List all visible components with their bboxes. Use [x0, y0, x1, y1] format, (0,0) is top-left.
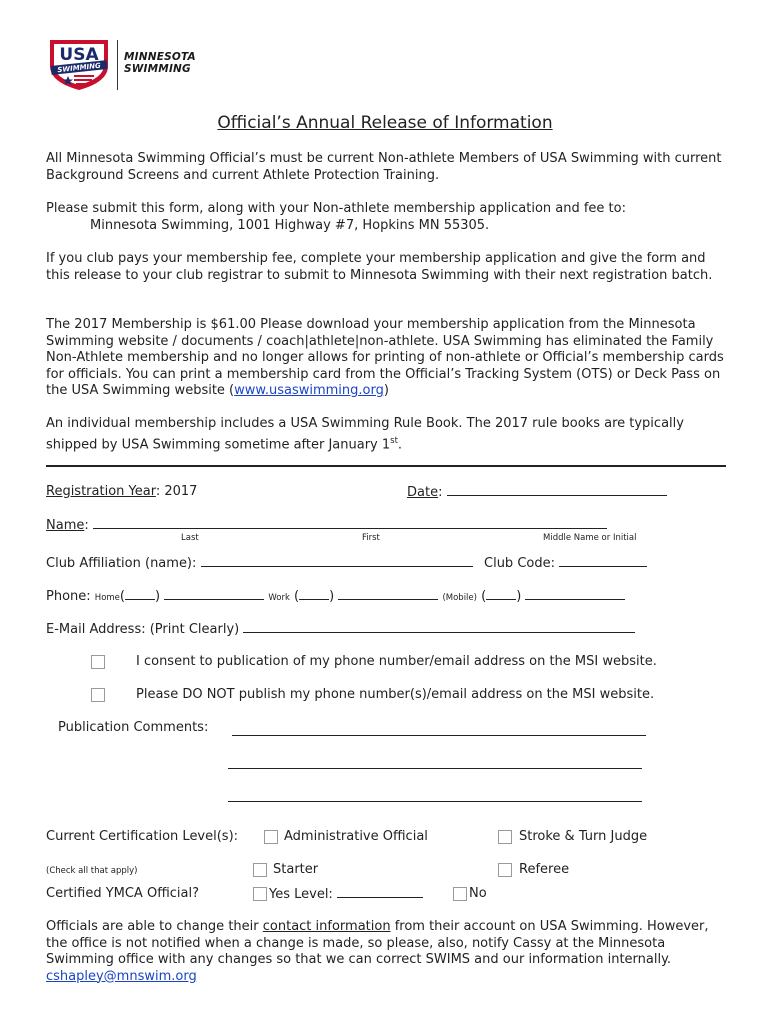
date-input[interactable] — [447, 484, 667, 496]
intro-paragraph-2 — [46, 201, 726, 234]
name-label: Name — [46, 518, 85, 533]
certification-level-label: Current Certification Level(s): — [46, 829, 239, 844]
admin-official-checkbox[interactable] — [264, 830, 278, 844]
consent-yes-checkbox[interactable] — [91, 655, 105, 669]
paren-close: ) — [516, 589, 522, 604]
phone-mobile-label: (Mobile) — [442, 593, 477, 603]
email-field — [46, 621, 635, 637]
page-title: Official’s Annual Release of Information — [217, 113, 553, 133]
phone-work-label: Work — [268, 593, 290, 603]
wordmark-line2: SWIMMING — [124, 63, 191, 75]
ymca-label: Certified YMCA Official? — [46, 886, 199, 901]
ymca-no-checkbox[interactable] — [453, 887, 467, 901]
publication-comments-line-1[interactable] — [232, 735, 646, 736]
referee-label: Referee — [519, 862, 570, 877]
phone-field — [46, 588, 625, 604]
check-all-note: (Check all that apply) — [46, 866, 138, 876]
starter-checkbox[interactable] — [253, 863, 267, 877]
usa-swimming-logo — [46, 36, 112, 92]
starter-label: Starter — [273, 862, 319, 877]
registration-year — [46, 484, 197, 499]
wordmark-line1: MINNESOTA — [124, 51, 196, 63]
work-area-code-input[interactable] — [299, 588, 329, 600]
consent-no-checkbox[interactable] — [91, 688, 105, 702]
name-sub-last: Last — [181, 533, 199, 543]
mailing-address: Minnesota Swimming, 1001 Highway #7, Hopkins MN 55305. — [90, 217, 490, 233]
section-divider — [46, 465, 726, 467]
date-label: Date — [407, 485, 439, 500]
name-sub-first: First — [362, 533, 380, 543]
date-colon: : — [438, 485, 443, 500]
publication-comments-line-3[interactable] — [228, 801, 642, 802]
club-affiliation-field — [46, 555, 473, 571]
ymca-yes-label: Yes Level: — [269, 887, 333, 902]
paren-open: ( — [119, 589, 125, 604]
club-code-input[interactable] — [559, 555, 647, 567]
registration-year-value: : 2017 — [155, 484, 198, 499]
rulebook-text: An individual membership includes a USA Swimming Rule Book. The 2017 rule books are typically shipped by USA Swimming sometime after January 1 — [46, 416, 684, 452]
logo-swimming-text: SWIMMING — [57, 61, 102, 75]
consent-no-label: Please DO NOT publish my phone number(s)/email address on the MSI website. — [136, 687, 655, 702]
paren-close: ) — [329, 589, 335, 604]
mobile-phone-input[interactable] — [525, 588, 625, 600]
name-sub-middle: Middle Name or Initial — [543, 533, 637, 543]
registration-year-label: Registration Year — [46, 484, 156, 499]
submit-instruction: Please submit this form, along with your Non-athlete membership application and fee to: — [46, 201, 626, 216]
phone-label: Phone: — [46, 589, 91, 604]
club-code-label: Club Code: — [484, 556, 555, 571]
ymca-yes-field — [269, 886, 423, 902]
logo-divider — [117, 40, 118, 90]
intro-paragraph-3: If you club pays your membership fee, complete your membership application and give the form and this release to your club registrar to submit to Minnesota Swimming with their next registration batch. — [46, 251, 713, 283]
work-phone-input[interactable] — [338, 588, 438, 600]
mobile-area-code-input[interactable] — [486, 588, 516, 600]
home-phone-input[interactable] — [164, 588, 264, 600]
paren-open: ( — [294, 589, 300, 604]
consent-yes-label: I consent to publication of my phone number/email address on the MSI website. — [136, 654, 657, 669]
home-area-code-input[interactable] — [125, 588, 155, 600]
club-affiliation-input[interactable] — [201, 555, 473, 567]
logo-usa-text: USA — [59, 45, 99, 65]
paren-open: ( — [481, 589, 487, 604]
email-label: E-Mail Address: (Print Clearly) — [46, 622, 240, 637]
club-affiliation-label: Club Affiliation (name): — [46, 556, 197, 571]
minnesota-swimming-wordmark — [124, 51, 196, 75]
club-code-field — [484, 555, 647, 571]
name-colon: : — [84, 518, 89, 533]
ymca-no-label: No — [469, 886, 487, 901]
contact-information-link[interactable]: contact information — [262, 919, 391, 934]
referee-checkbox[interactable] — [498, 863, 512, 877]
publication-comments-label: Publication Comments: — [58, 720, 209, 735]
stroke-turn-checkbox[interactable] — [498, 830, 512, 844]
phone-home-label: Home — [94, 593, 120, 603]
ymca-yes-checkbox[interactable] — [253, 887, 267, 901]
admin-official-label: Administrative Official — [284, 829, 428, 844]
intro-paragraph-4 — [46, 317, 726, 400]
membership-text: The 2017 Membership is $61.00 Please download your membership application from the Minnesota Swimming website / documents / coach|athlete|non-athlete. USA Swimming has eliminated the Family Non-Athlete membership and no longer allows for printing of non-athlete or Official’s membership cards for officials. You can print a membership card from the Official’s Tracking System (OTS) or Deck Pass on the USA Swimming website ( — [46, 317, 724, 398]
ymca-level-input[interactable] — [337, 886, 423, 898]
date-field — [407, 484, 667, 500]
usaswimming-link[interactable]: www.usaswimming.org — [234, 383, 384, 398]
publication-comments-line-2[interactable] — [228, 768, 642, 769]
rulebook-end: . — [397, 436, 403, 452]
contact-email-link[interactable]: cshapley@mnswim.org — [46, 968, 197, 984]
membership-text-end: ) — [383, 383, 389, 398]
footer-text-1: Officials are able to change their — [46, 919, 263, 934]
paren-close: ) — [154, 589, 161, 604]
name-input[interactable] — [93, 517, 607, 529]
intro-paragraph-5 — [46, 416, 726, 453]
rulebook-sup: st — [390, 435, 398, 446]
name-field — [46, 517, 607, 533]
intro-paragraph-1: All Minnesota Swimming Official’s must be current Non-athlete Members of USA Swimming with current Background Screens and current Athlete Protection Training. — [46, 151, 722, 183]
email-input[interactable] — [243, 621, 635, 633]
footer-paragraph — [46, 919, 726, 985]
stroke-turn-label: Stroke & Turn Judge — [519, 829, 648, 844]
footer-text-2: from their account on USA Swimming. However, the office is not notified when a change is made, so please, also, notify Cassy at the Minnesota Swimming office with any changes so that we can correct SWIMS and our information internally. — [46, 919, 709, 967]
